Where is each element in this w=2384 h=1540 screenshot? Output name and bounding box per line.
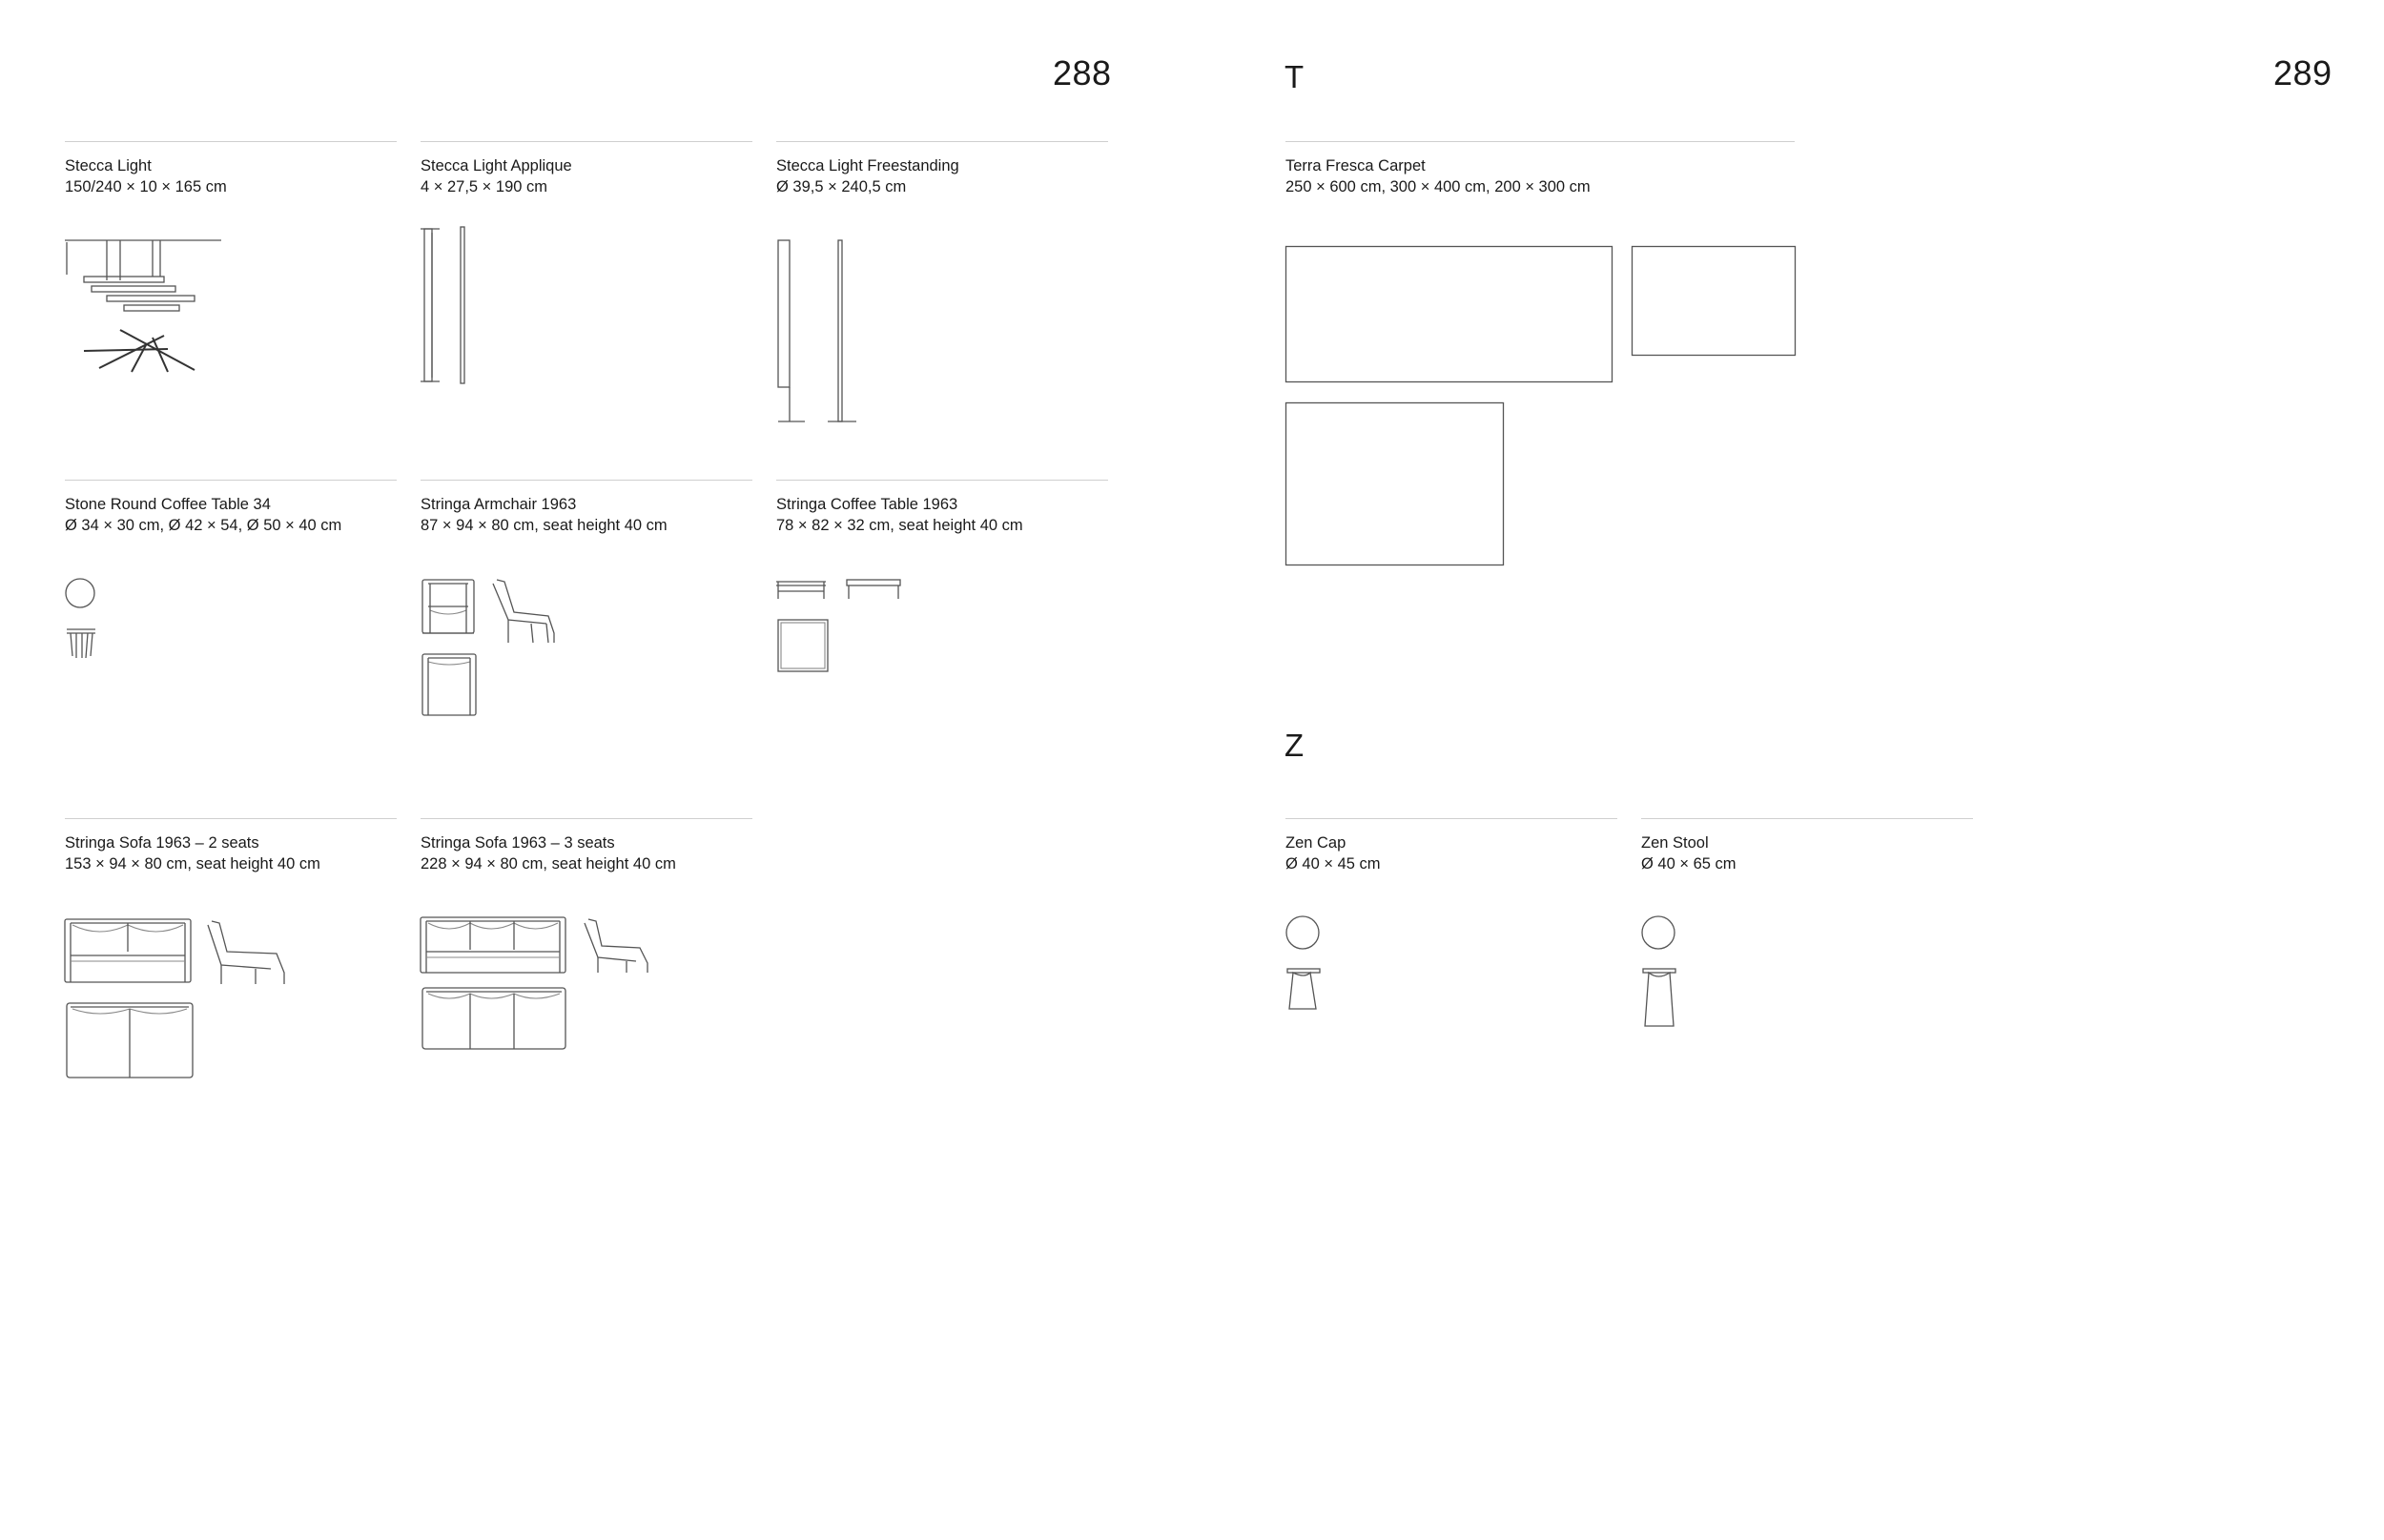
- divider: [65, 141, 397, 142]
- product-name: Terra Fresca Carpet: [1285, 157, 1426, 175]
- product-dimensions: 78 × 82 × 32 cm, seat height 40 cm: [776, 517, 1023, 534]
- product-dimensions: Ø 39,5 × 240,5 cm: [776, 178, 907, 195]
- product-zen-cap: [1285, 818, 1617, 874]
- divider: [776, 480, 1108, 481]
- product-dimensions: 228 × 94 × 80 cm, seat height 40 cm: [421, 855, 676, 873]
- product-name: Stringa Sofa 1963 – 3 seats: [421, 834, 615, 852]
- divider: [1641, 818, 1973, 819]
- product-stringa-sofa-2: [65, 818, 397, 874]
- stecca-light-drawing: [65, 236, 227, 380]
- section-letter-z: Z: [1284, 728, 1305, 763]
- product-name: Stone Round Coffee Table 34: [65, 496, 271, 513]
- zen-stool-drawing: [1641, 915, 1698, 1030]
- product-dimensions: 153 × 94 × 80 cm, seat height 40 cm: [65, 855, 320, 873]
- product-dimensions: 250 × 600 cm, 300 × 400 cm, 200 × 300 cm: [1285, 178, 1591, 195]
- product-zen-stool: [1641, 818, 1973, 874]
- divider: [65, 480, 397, 481]
- stecca-light-applique-drawing: [421, 225, 478, 387]
- product-dimensions: Ø 40 × 65 cm: [1641, 855, 1737, 873]
- divider: [1285, 818, 1617, 819]
- stringa-coffee-table-drawing: [776, 578, 910, 683]
- product-stringa-coffee-table: [776, 480, 1108, 536]
- product-dimensions: 150/240 × 10 × 165 cm: [65, 178, 227, 195]
- product-name: Stecca Light Freestanding: [776, 157, 959, 175]
- product-stecca-light: [65, 141, 397, 197]
- page-number-left: 288: [1053, 53, 1112, 92]
- divider: [421, 818, 752, 819]
- stecca-light-freestanding-drawing: [776, 236, 872, 427]
- divider: [1285, 141, 1795, 142]
- divider: [65, 818, 397, 819]
- product-stringa-armchair: [421, 480, 752, 536]
- product-dimensions: 87 × 94 × 80 cm, seat height 40 cm: [421, 517, 668, 534]
- product-stringa-sofa-3: [421, 818, 752, 874]
- stringa-sofa-3-drawing: [421, 915, 668, 1058]
- product-name: Zen Stool: [1641, 834, 1709, 852]
- product-name: Stringa Armchair 1963: [421, 496, 577, 513]
- product-name: Stecca Light Applique: [421, 157, 572, 175]
- stringa-armchair-drawing: [421, 576, 573, 719]
- product-name: Stecca Light: [65, 157, 152, 175]
- product-dimensions: Ø 40 × 45 cm: [1285, 855, 1381, 873]
- section-letter-t: T: [1284, 59, 1305, 94]
- zen-cap-drawing: [1285, 915, 1343, 1011]
- product-stecca-light-freestanding: [776, 141, 1108, 197]
- product-dimensions: Ø 34 × 30 cm, Ø 42 × 54, Ø 50 × 40 cm: [65, 517, 342, 534]
- product-name: Stringa Sofa 1963 – 2 seats: [65, 834, 259, 852]
- product-name: Stringa Coffee Table 1963: [776, 496, 958, 513]
- product-stone-round-coffee-table: [65, 480, 397, 536]
- product-name: Zen Cap: [1285, 834, 1346, 852]
- divider: [421, 141, 752, 142]
- stringa-sofa-2-drawing: [65, 915, 294, 1087]
- divider: [776, 141, 1108, 142]
- page-number-right: 289: [2273, 53, 2333, 92]
- terra-fresca-carpet-drawing: [1285, 246, 1800, 570]
- stone-round-coffee-table-drawing: [65, 578, 122, 664]
- divider: [421, 480, 752, 481]
- product-terra-fresca-carpet: [1285, 141, 1617, 197]
- product-dimensions: 4 × 27,5 × 190 cm: [421, 178, 548, 195]
- product-stecca-light-applique: [421, 141, 752, 197]
